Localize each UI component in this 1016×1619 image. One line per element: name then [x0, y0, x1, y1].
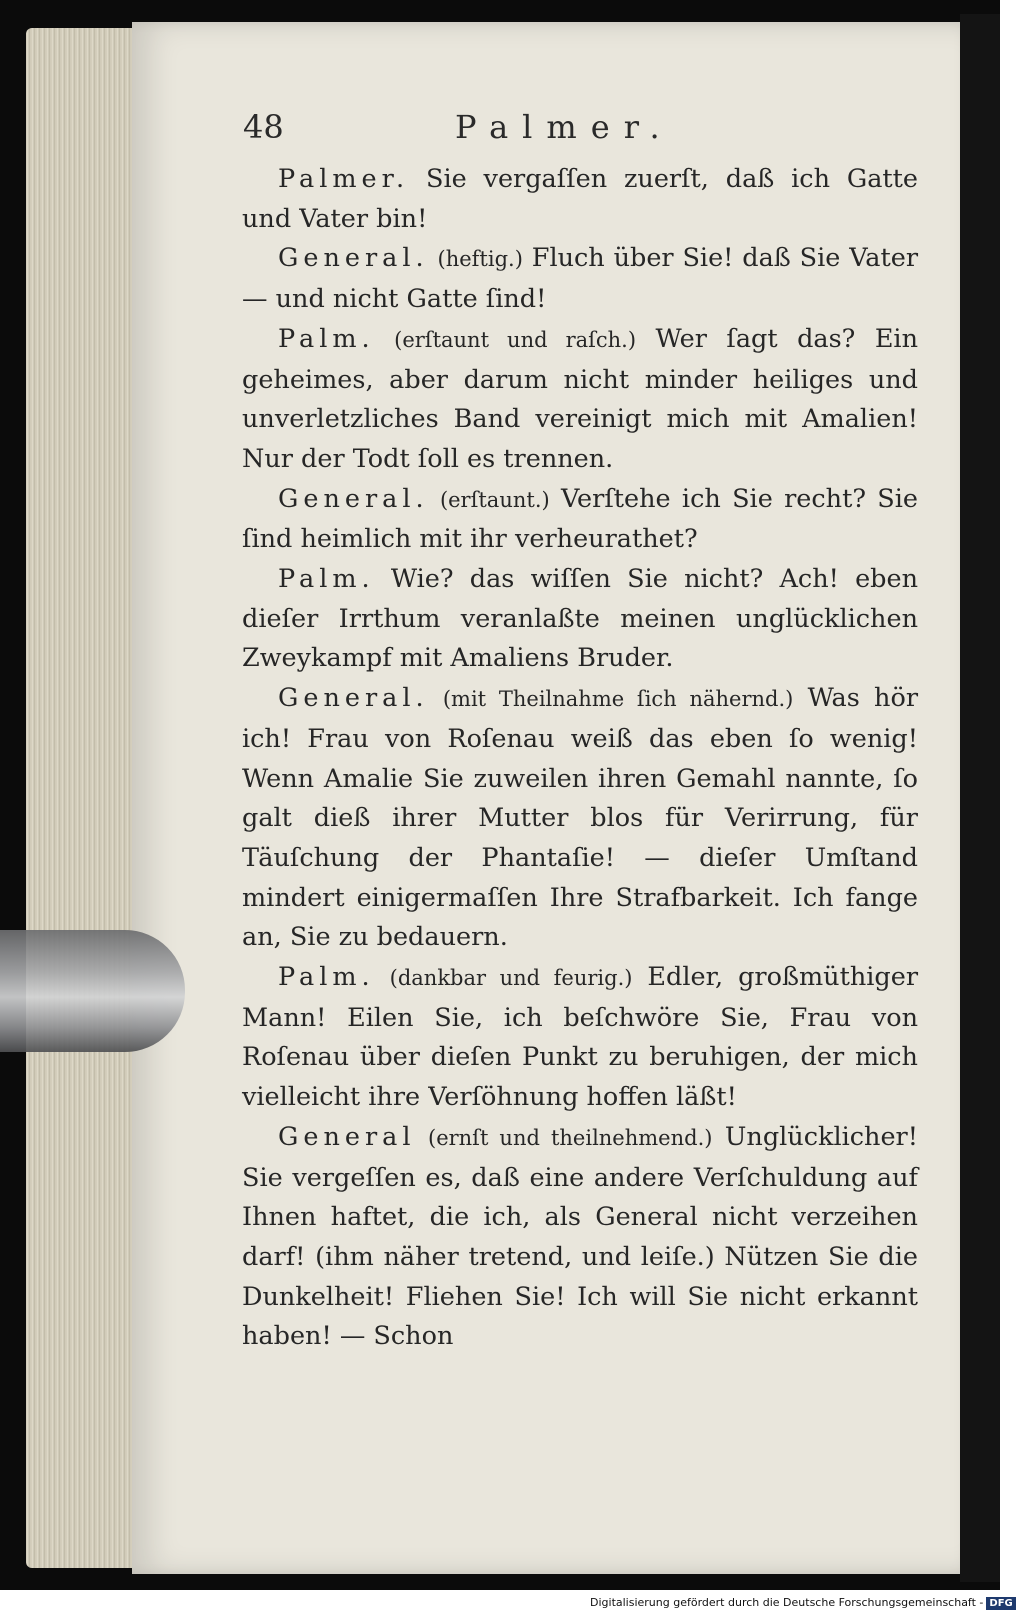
- running-title: Palmer.: [455, 108, 674, 146]
- scanner-thumb-clip: [0, 930, 185, 1052]
- paragraph: [242, 1118, 918, 1357]
- stage-direction: (erſtaunt.): [439, 487, 550, 512]
- stage-direction: (heftig.): [437, 247, 523, 272]
- digitization-credit: [590, 1596, 1013, 1614]
- dialogue-text: Verſtehe ich Sie recht? Sie ſind heimlich mit ihr verheurathet?: [242, 483, 918, 555]
- dialogue-text: Sie vergaſſen zuerſt, daß ich Gatte und Vater bin!: [242, 164, 918, 234]
- dialogue-text: Wie? das wiſſen Sie nicht? Ach! eben dieſer Irrthum veranlaßte meinen unglücklichen Zweykampf mit Amaliens Bruder.: [242, 564, 919, 674]
- paragraph: [242, 239, 918, 319]
- speaker-name: Palm.: [278, 564, 375, 595]
- stage-direction: (erſtaunt und raſch.): [394, 327, 637, 352]
- speaker-name: General.: [278, 243, 429, 274]
- credit-text: Digitalisierung gefördert durch die Deutsche Forschungsgemeinschaft -: [590, 1596, 984, 1609]
- book-cover-edge: [960, 14, 1000, 1582]
- stage-direction: (mit Theilnahme ſich nähernd.): [442, 687, 794, 712]
- speaker-name: General.: [278, 483, 429, 514]
- dialogue-text: Edler, großmüthiger Mann! Eilen Sie, ich beſchwöre Sie, Frau von Roſenau über dieſen Punkt zu beruhigen, der mich vielleicht ihre Verſöhnung hoffen läßt!: [242, 962, 919, 1113]
- speaker-name: General.: [278, 683, 429, 714]
- dfg-logo: DFG: [986, 1597, 1015, 1610]
- dialogue-text: Unglücklicher! Sie vergeſſen es, daß eine andere Verſchuldung auf Ihnen haftet, die ich, als General nicht verzeihen darf! (ihm näher tretend, und leiſe.) Nützen Sie die Dunkelheit! Fliehen Sie! Ich will Sie nicht erkannt haben! — Schon: [242, 1121, 918, 1352]
- page-header: [243, 108, 674, 152]
- dialogue-text: Was hör ich! Frau von Roſenau weiß das eben ſo wenig! Wenn Amalie Sie zuweilen ihren Gemahl nannte, ſo galt dieß ihrer Mutter blos für Verirrung, für Täuſchung der Phantaſie! — dieſer Umſtand mindert einigermaſſen Ihre Strafbarkeit. Ich fange an, Sie zu bedauern.: [242, 683, 919, 953]
- speaker-name: Palm.: [278, 323, 375, 354]
- speaker-name: General: [278, 1121, 416, 1152]
- speaker-name: Palmer.: [278, 164, 410, 194]
- paragraph: [242, 958, 918, 1118]
- paragraph: [242, 320, 918, 480]
- page-number: 48: [243, 108, 284, 146]
- dialogue-text: Wer ſagt das? Ein geheimes, aber darum nicht minder heiliges und unverletzliches Band vereinigt mich mit Amalien! Nur der Todt ſoll es trennen.: [242, 323, 919, 474]
- stage-direction: (ernſt und theilnehmend.): [428, 1125, 713, 1150]
- stage-direction: (dankbar und feurig.): [389, 966, 633, 991]
- dialogue-text: Fluch über Sie! daß Sie Vater — und nicht Gatte ſind!: [242, 243, 919, 315]
- speaker-name: Palm.: [278, 962, 375, 993]
- page-edges: [26, 28, 146, 1568]
- paragraph: [242, 160, 918, 239]
- page-text: [242, 160, 918, 1357]
- paragraph: [242, 560, 918, 679]
- paragraph: [242, 480, 918, 560]
- paragraph: [242, 679, 918, 958]
